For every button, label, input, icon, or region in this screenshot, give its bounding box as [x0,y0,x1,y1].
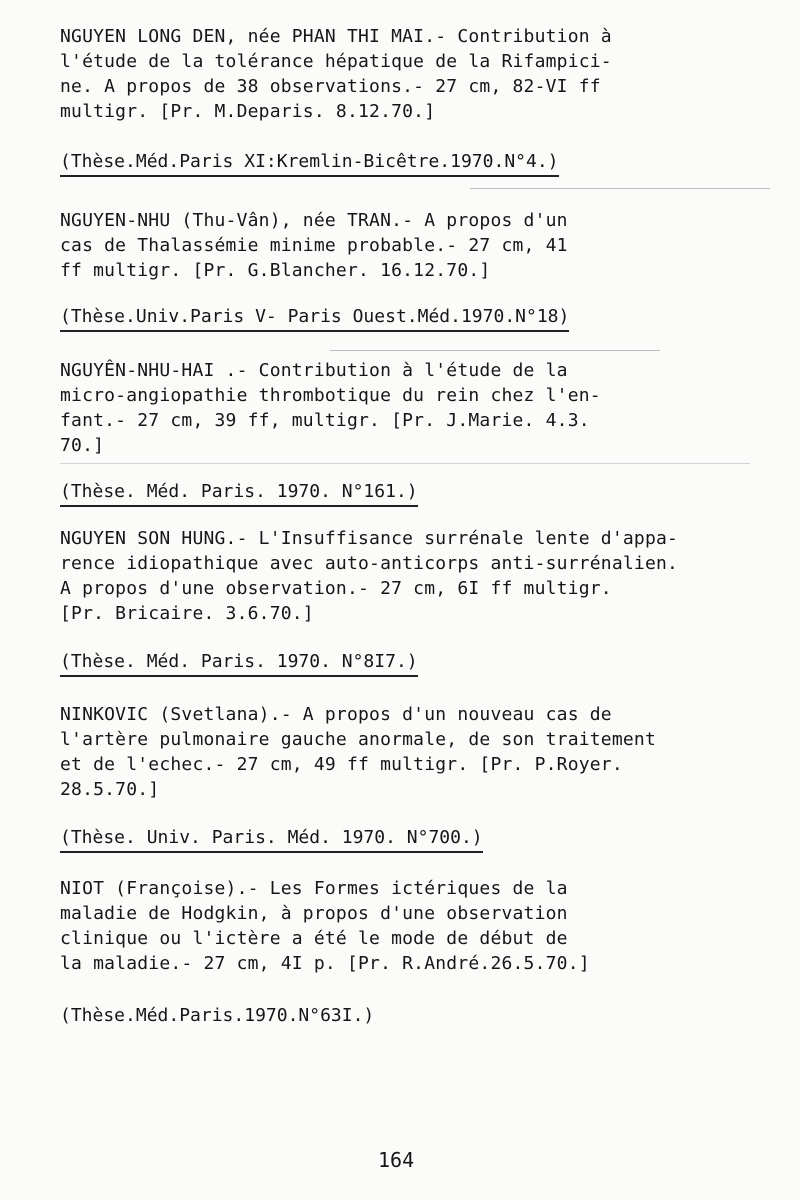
entry-line: A propos d'une observation.- 27 cm, 6I ff multigr. [60,578,612,599]
entry-line: l'étude de la tolérance hépatique de la Rifampici- [60,51,612,72]
bibliography-entry [60,24,760,124]
entry-line: multigr. [Pr. M.Deparis. 8.12.70.] [60,101,436,122]
entry-line: NGUYEN-NHU (Thu-Vân), née TRAN.- A propos d'un [60,210,568,231]
bibliography-entry [60,702,760,802]
entry-line: fant.- 27 cm, 39 ff, multigr. [Pr. J.Marie. 4.3. [60,410,590,431]
thesis-reference: (Thèse.Univ.Paris V- Paris Ouest.Méd.1970.N°18) [60,305,569,332]
bibliography-entry [60,876,760,976]
faint-rule [330,350,660,351]
bibliography-entry [60,526,760,626]
thesis-reference: (Thèse.Méd.Paris XI:Kremlin-Bicêtre.1970.N°4.) [60,150,559,177]
entry-line: maladie de Hodgkin, à propos d'une observation [60,903,568,924]
faint-rule [60,463,750,464]
entry-line: rence idiopathique avec auto-anticorps anti-surrénalien. [60,553,679,574]
entry-line: NGUYEN SON HUNG.- L'Insuffisance surrénale lente d'appa- [60,528,679,549]
entry-line: clinique ou l'ictère a été le mode de début de [60,928,568,949]
entry-line: 70.] [60,435,105,456]
entry-line: ne. A propos de 38 observations.- 27 cm, 82-VI ff [60,76,601,97]
thesis-reference: (Thèse. Méd. Paris. 1970. N°8I7.) [60,650,418,677]
entry-line: cas de Thalassémie minime probable.- 27 cm, 41 [60,235,568,256]
entry-line: et de l'echec.- 27 cm, 49 ff multigr. [Pr. P.Royer. [60,754,623,775]
entry-line: NGUYÊN-NHU-HAI .- Contribution à l'étude de la [60,360,568,381]
entry-line: [Pr. Bricaire. 3.6.70.] [60,603,314,624]
thesis-reference: (Thèse. Méd. Paris. 1970. N°161.) [60,480,418,507]
thesis-reference: (Thèse. Univ. Paris. Méd. 1970. N°700.) [60,826,483,853]
bibliography-entry [60,358,760,458]
page-number: 164 [378,1148,415,1172]
entry-line: ff multigr. [Pr. G.Blancher. 16.12.70.] [60,260,491,281]
entry-line: NIOT (Françoise).- Les Formes ictériques de la [60,878,568,899]
entry-line: l'artère pulmonaire gauche anormale, de son traitement [60,729,656,750]
faint-rule [470,188,770,189]
entry-line: NGUYEN LONG DEN, née PHAN THI MAI.- Contribution à [60,26,612,47]
entry-line: la maladie.- 27 cm, 4I p. [Pr. R.André.26.5.70.] [60,953,590,974]
entry-line: NINKOVIC (Svetlana).- A propos d'un nouveau cas de [60,704,612,725]
bibliography-entry [60,208,760,283]
entry-line: micro-angiopathie thrombotique du rein chez l'en- [60,385,601,406]
thesis-reference: (Thèse.Méd.Paris.1970.N°63I.) [60,1005,375,1026]
entry-line: 28.5.70.] [60,779,160,800]
